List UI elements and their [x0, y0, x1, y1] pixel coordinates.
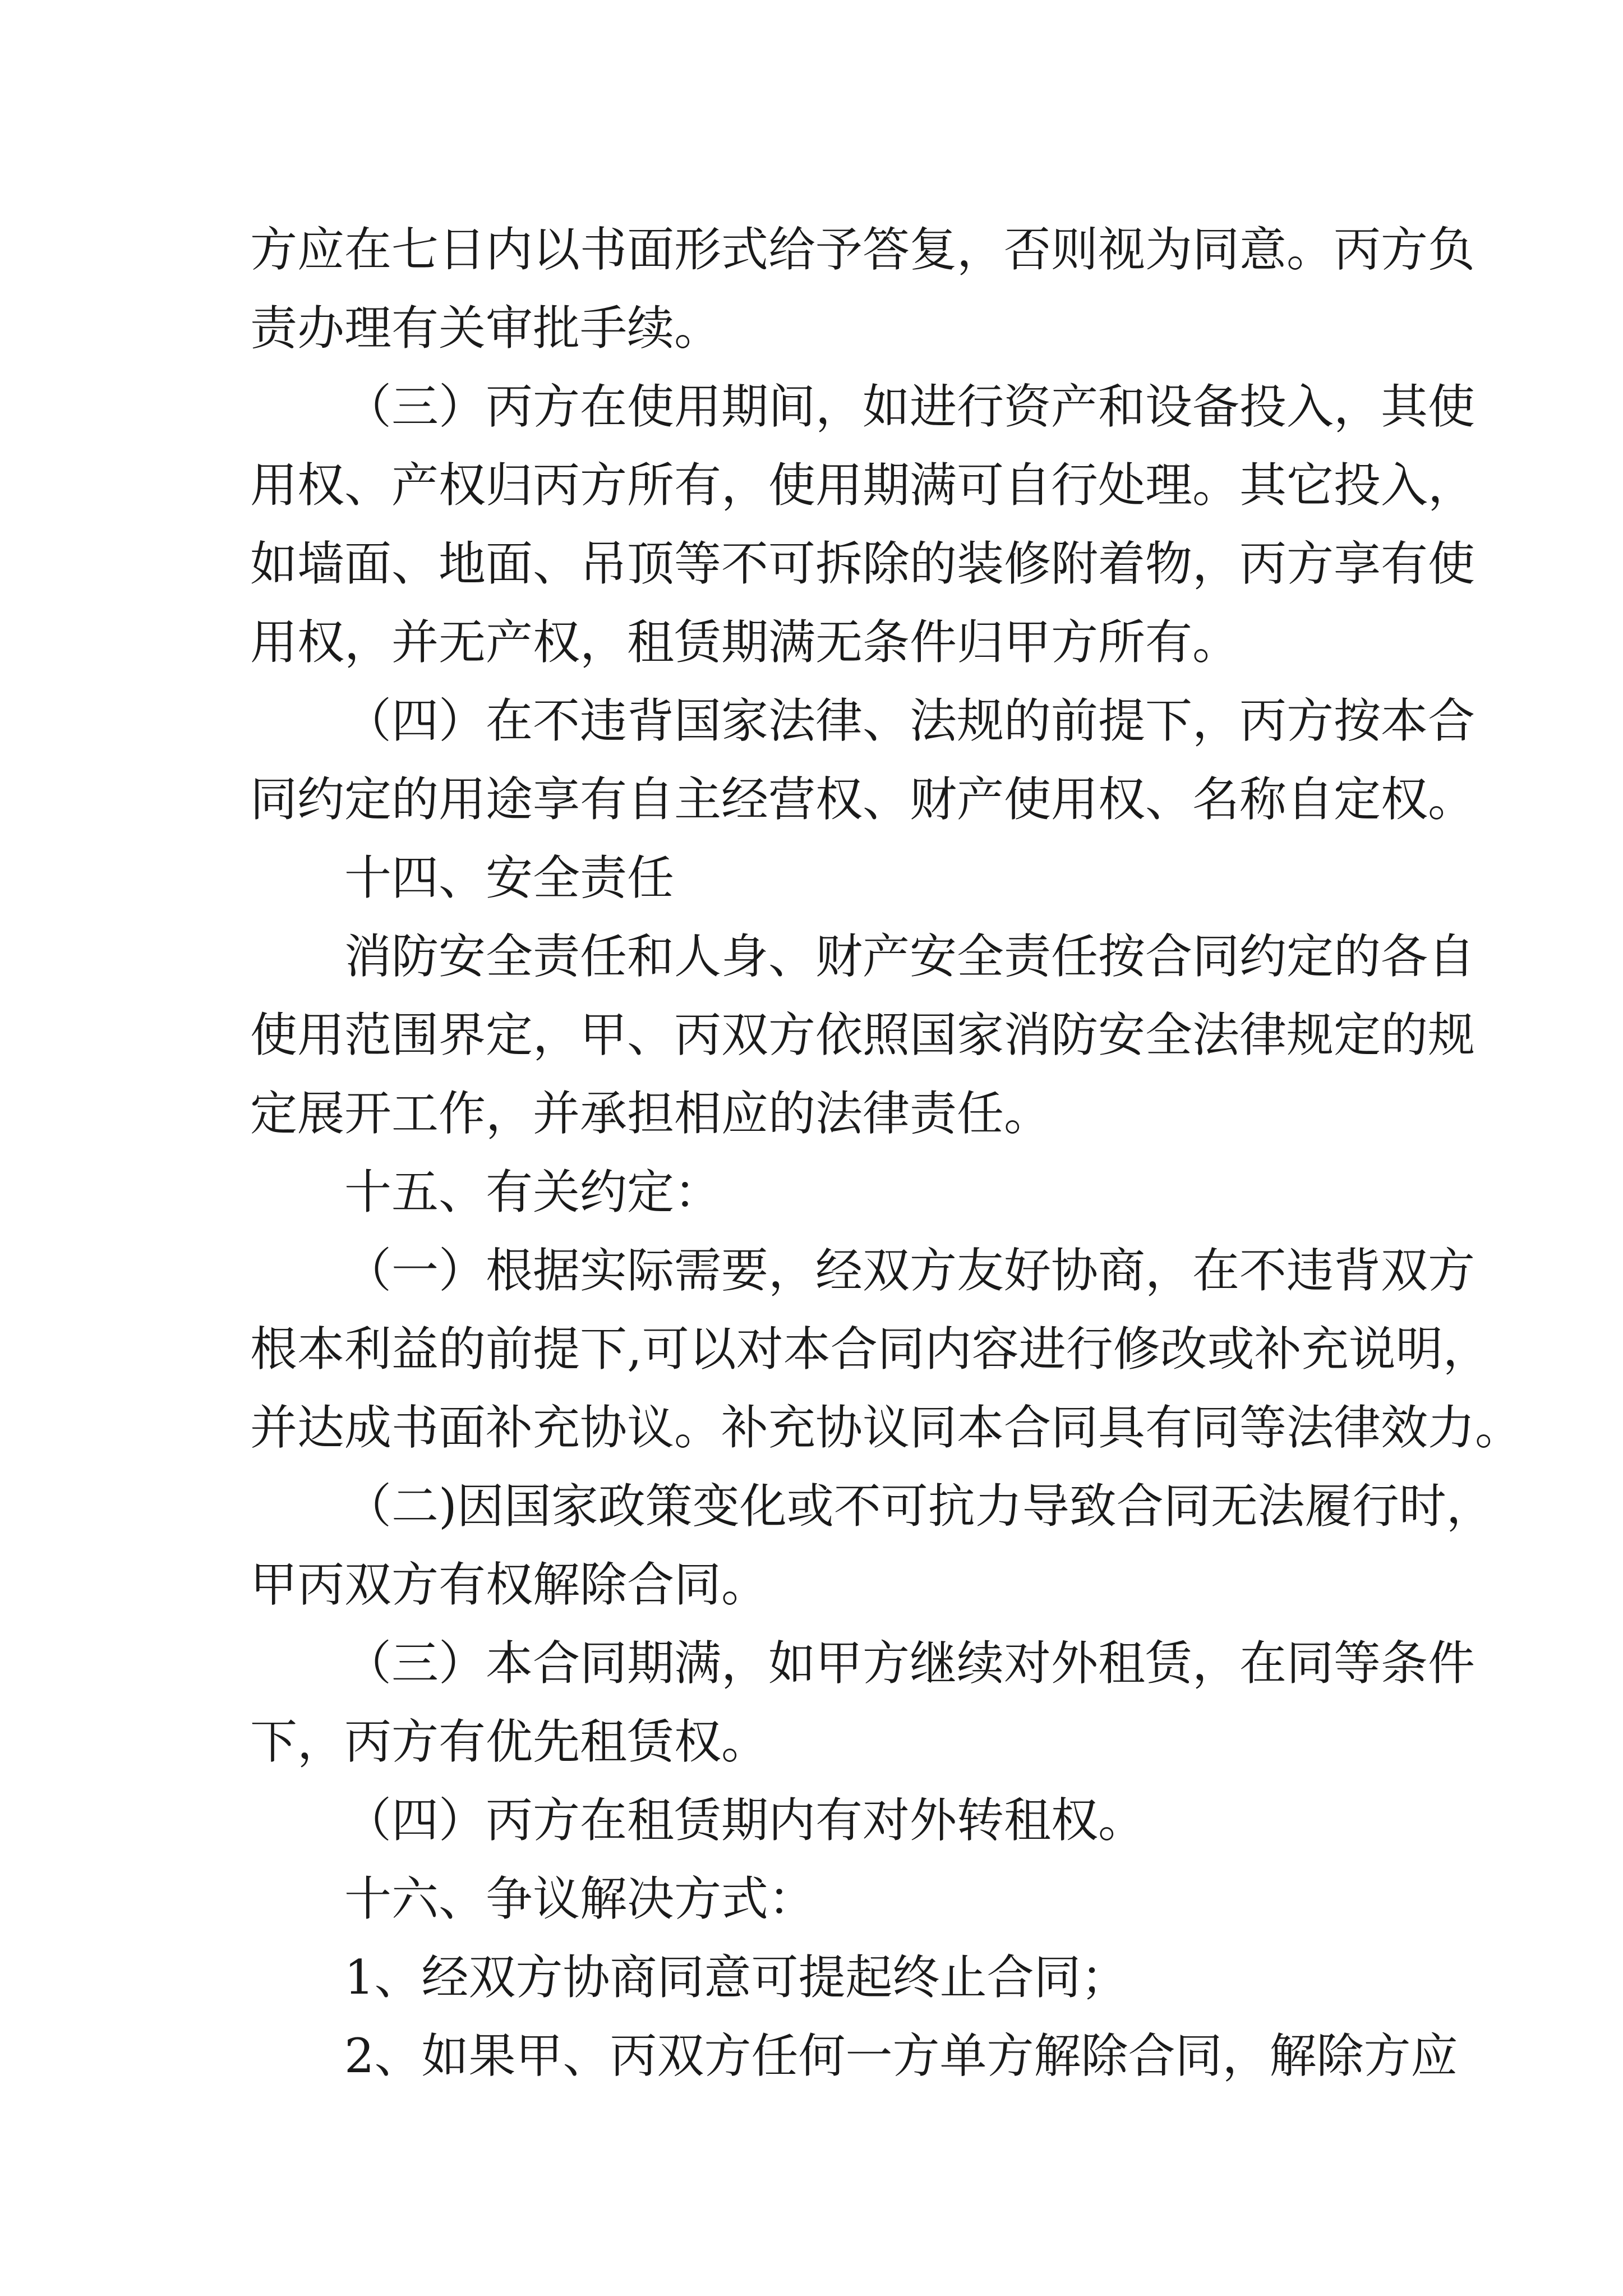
paragraph-line: 根本利益的前提下,可以对本合同内容进行修改或补充说明，	[250, 1322, 1490, 1377]
clause-3-line: （三）本合同期满，如甲方继续对外租赁，在同等条件	[344, 1636, 1476, 1691]
paragraph-line: 用权、产权归丙方所有，使用期满可自行处理。其它投入，	[250, 458, 1476, 513]
numbered-item-2: 2、如果甲、丙双方任何一方单方解除合同，解除方应	[344, 2028, 1458, 2083]
clause-2-line: （二)因国家政策变化或不可抗力导致合同无法履行时，	[344, 1479, 1493, 1534]
paragraph-line: 如墙面、地面、吊顶等不可拆除的装修附着物，丙方享有使	[250, 536, 1476, 591]
paragraph-line: 责办理有关审批手续。	[250, 301, 722, 356]
document-body	[250, 210, 1523, 2095]
paragraph-line: 甲丙双方有权解除合同。	[250, 1557, 769, 1612]
paragraph-line: 用权，并无产权，租赁期满无条件归甲方所有。	[250, 615, 1240, 670]
paragraph-line: 使用范围界定，甲、丙双方依照国家消防安全法律规定的规	[250, 1007, 1476, 1062]
paragraph-line: 定展开工作，并承担相应的法律责任。	[250, 1086, 1052, 1141]
paragraph-line: 方应在七日内以书面形式给予答复，否则视为同意。丙方负	[250, 222, 1476, 277]
paragraph-line: 下，丙方有优先租赁权。	[250, 1714, 769, 1769]
numbered-item-1: 1、经双方协商同意可提起终止合同；	[344, 1950, 1128, 2005]
clause-4-line: （四）在不违背国家法律、法规的前提下，丙方按本合	[344, 693, 1476, 748]
section-heading-16: 十六、争议解决方式：	[344, 1871, 816, 1926]
safety-paragraph-line: 消防安全责任和人身、财产安全责任按合同约定的各自	[344, 929, 1476, 984]
paragraph-line: 同约定的用途享有自主经营权、财产使用权、名称自定权。	[250, 772, 1476, 827]
clause-3-line: （三）丙方在使用期间，如进行资产和设备投入，其使	[344, 379, 1476, 434]
section-heading-14: 十四、安全责任	[344, 850, 675, 905]
section-heading-15: 十五、有关约定：	[344, 1165, 722, 1220]
clause-4-line: （四）丙方在租赁期内有对外转租权。	[344, 1793, 1146, 1848]
paragraph-line: 并达成书面补充协议。补充协议同本合同具有同等法律效力。	[250, 1400, 1523, 1455]
clause-1-line: （一）根据实际需要，经双方友好协商，在不违背双方	[344, 1243, 1476, 1298]
